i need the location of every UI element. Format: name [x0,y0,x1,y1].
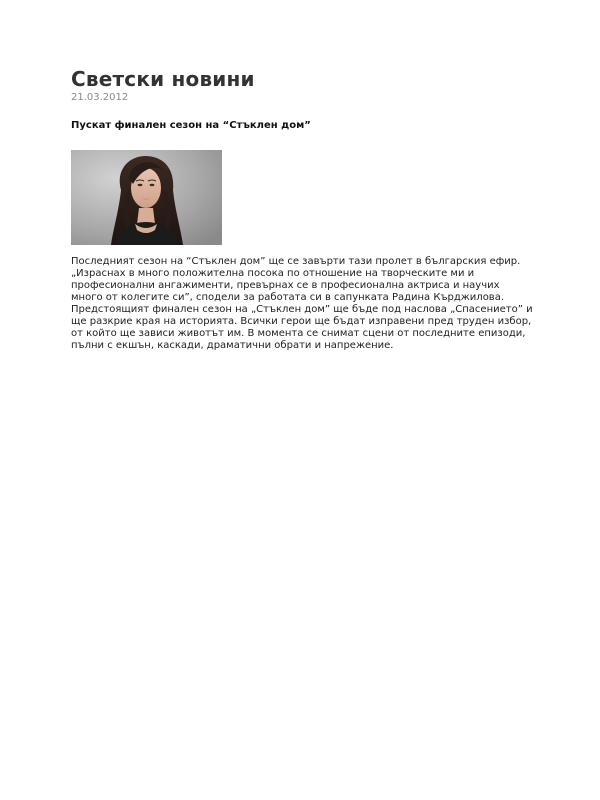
article-paragraph: „Израснах в много положителна посока по отношение на творческите ми и професионални ангажименти, превърнах се в професионална актриса и научих много от колегите си”, сподели за работата си в сапунката Радина Кърджилова. [71,268,505,303]
article-headline: Пускат финален сезон на “Стъклен дом” [71,120,311,131]
portrait-image [71,150,222,245]
article-page [71,66,541,352]
article-paragraph: Последният сезон на “Стъклен дом” ще се завърти тази пролет в българския ефир. [71,256,521,267]
article-body [71,256,533,352]
section-title: Светски новини [71,67,255,91]
article-photo [71,150,222,245]
publish-date: 21.03.2012 [71,92,129,103]
article-paragraph: Предстоящият финален сезон на „Стъклен дом” ще бъде под наслова „Спасението” и ще разкрие края на историята. Всички герои ще бъдат изправени пред труден избор, от който ще зависи животът им. В момента се снимат сцени от последните епизоди, пълни с екшън, каскади, драматични обрати и напрежение. [71,304,533,351]
